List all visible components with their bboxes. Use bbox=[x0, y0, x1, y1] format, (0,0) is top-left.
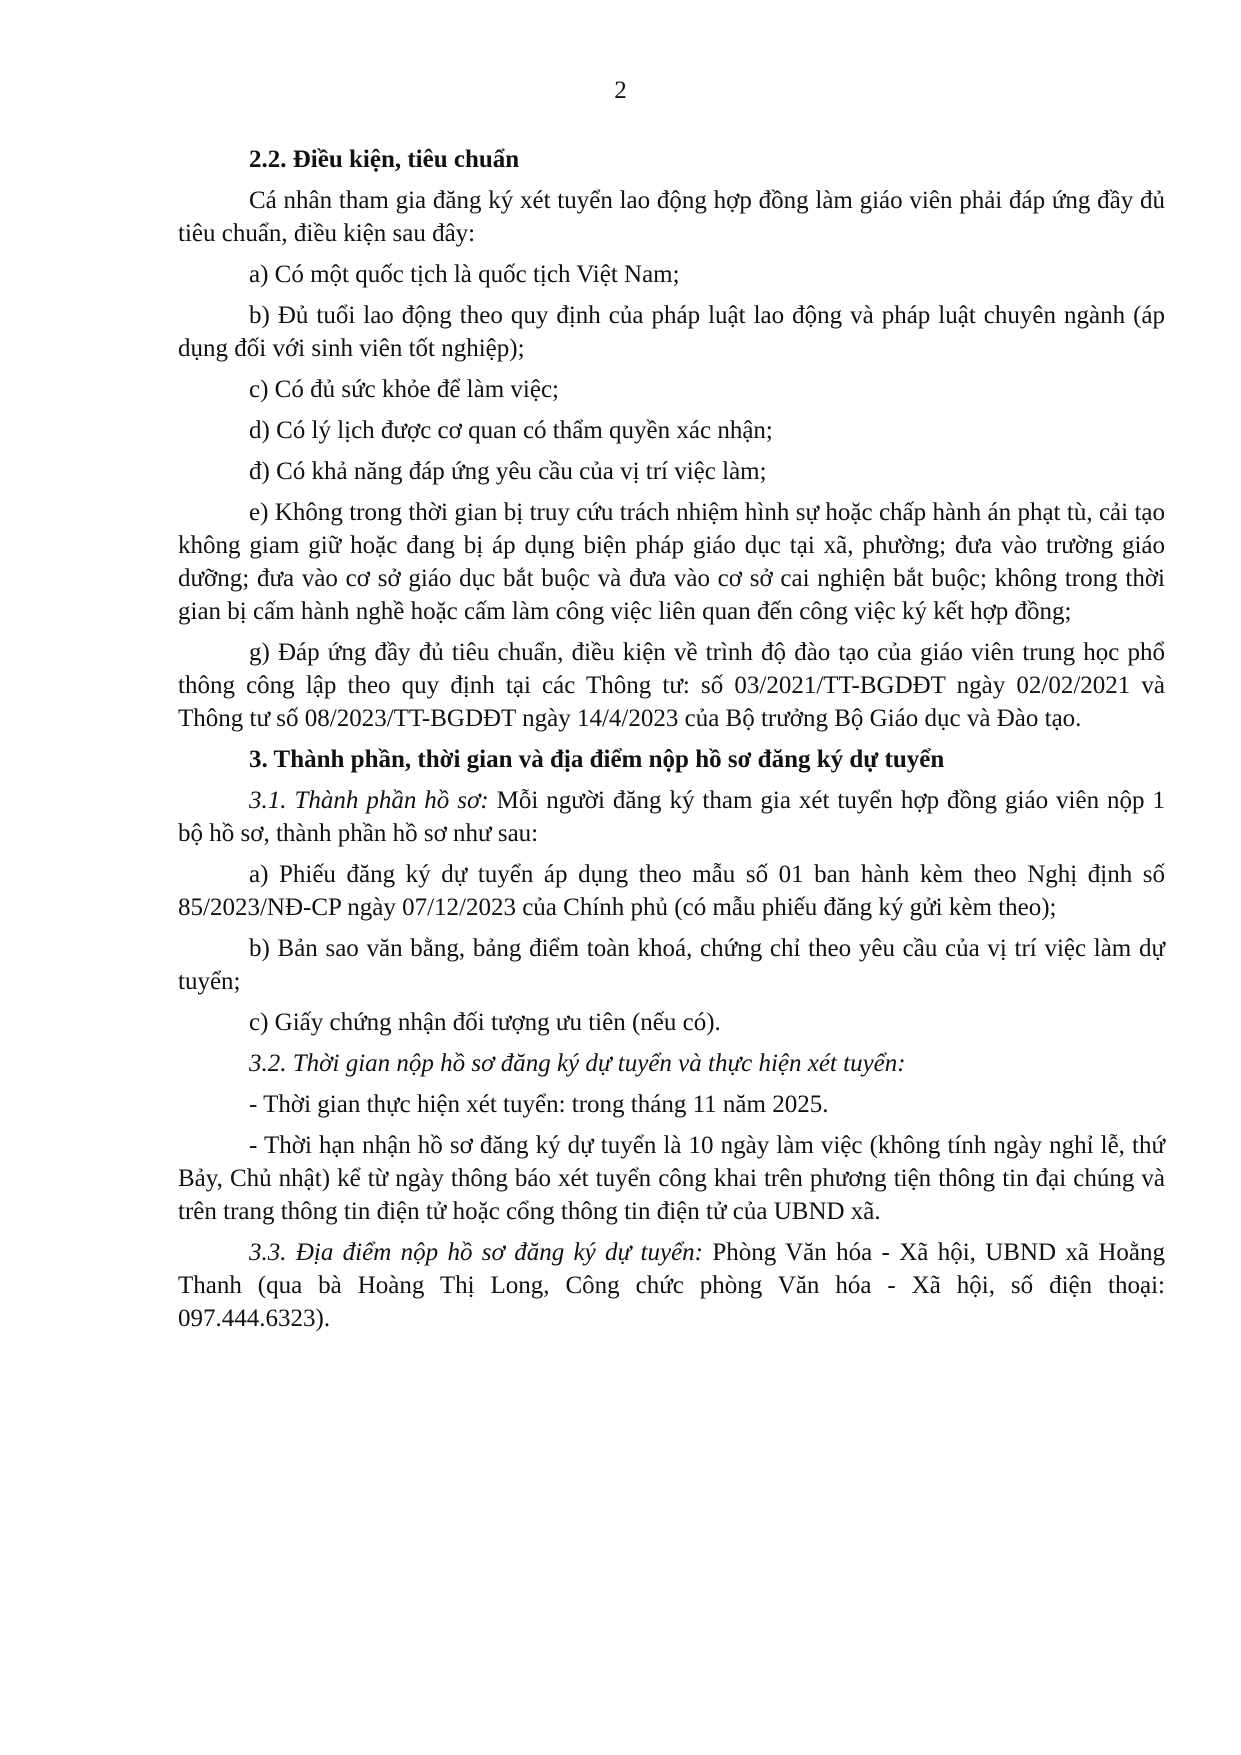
section-2-2-intro: Cá nhân tham gia đăng ký xét tuyển lao động hợp đồng làm giáo viên phải đáp ứng đầy đủ tiêu chuẩn, điều kiện sau đây: bbox=[178, 187, 1165, 247]
document-body bbox=[178, 143, 1165, 1343]
subsection-3-1-label: 3.1. Thành phần hồ sơ: bbox=[249, 787, 489, 814]
page-number: 2 bbox=[614, 77, 627, 104]
subsection-3-1 bbox=[178, 784, 1165, 850]
condition-item-a: a) Có một quốc tịch là quốc tịch Việt Nam; bbox=[249, 261, 680, 288]
condition-item-e: e) Không trong thời gian bị truy cứu trách nhiệm hình sự hoặc chấp hành án phạt tù, cải tạo không giam giữ hoặc đang bị áp dụng biện pháp giáo dục tại xã, phường; đưa vào trường giáo dưỡng; đưa vào cơ sở giáo dục bắt buộc và đưa vào cơ sở cai nghiện bắt buộc; không trong thời gian bị cấm hành nghề hoặc cấm làm công việc liên quan đến công việc ký kết hợp đồng; bbox=[178, 499, 1165, 625]
condition-item-g: g) Đáp ứng đầy đủ tiêu chuẩn, điều kiện về trình độ đào tạo của giáo viên trung học phổ thông công lập theo quy định tại các Thông tư: số 03/2021/TT-BGDĐT ngày 02/02/2021 và Thông tư số 08/2023/TT-BGDĐT ngày 14/4/2023 của Bộ trưởng Bộ Giáo dục và Đào tạo. bbox=[178, 639, 1165, 732]
dossier-item-c: c) Giấy chứng nhận đối tượng ưu tiên (nếu có). bbox=[249, 1009, 721, 1036]
dossier-item-b: b) Bản sao văn bằng, bảng điểm toàn khoá, chứng chỉ theo yêu cầu của vị trí việc làm dự tuyển; bbox=[178, 935, 1165, 995]
condition-item-c: c) Có đủ sức khỏe để làm việc; bbox=[249, 376, 559, 403]
condition-item-d: d) Có lý lịch được cơ quan có thẩm quyền xác nhận; bbox=[249, 417, 773, 444]
condition-item-b: b) Đủ tuổi lao động theo quy định của pháp luật lao động và pháp luật chuyên ngành (áp dụng đối với sinh viên tốt nghiệp); bbox=[178, 302, 1165, 362]
dossier-item-a: a) Phiếu đăng ký dự tuyển áp dụng theo mẫu số 01 ban hành kèm theo Nghị định số 85/2023/NĐ-CP ngày 07/12/2023 của Chính phủ (có mẫu phiếu đăng ký gửi kèm theo); bbox=[178, 861, 1165, 921]
timeline-item-2: - Thời hạn nhận hồ sơ đăng ký dự tuyển là 10 ngày làm việc (không tính ngày nghỉ lễ, thứ Bảy, Chủ nhật) kể từ ngày thông báo xét tuyển công khai trên phương tiện thông tin đại chúng và trên trang thông tin điện tử hoặc cổng thông tin điện tử của UBND xã. bbox=[178, 1132, 1165, 1225]
condition-item-dd: đ) Có khả năng đáp ứng yêu cầu của vị trí việc làm; bbox=[249, 458, 767, 485]
section-2-2-heading: 2.2. Điều kiện, tiêu chuẩn bbox=[249, 146, 520, 173]
subsection-3-3-text: Phòng Văn hóa - Xã hội, UBND xã Hoằng Thanh (qua bà Hoàng Thị Long, Công chức phòng Văn hóa - Xã hội, số điện thoại: 097.444.6323). bbox=[178, 1239, 1165, 1332]
section-3-heading: 3. Thành phần, thời gian và địa điểm nộp hồ sơ đăng ký dự tuyển bbox=[249, 746, 945, 773]
timeline-item-1: - Thời gian thực hiện xét tuyển: trong tháng 11 năm 2025. bbox=[249, 1091, 829, 1118]
subsection-3-1-text: Mỗi người đăng ký tham gia xét tuyển hợp đồng giáo viên nộp 1 bộ hồ sơ, thành phần hồ sơ như sau: bbox=[178, 787, 1165, 847]
subsection-3-3-label: 3.3. Địa điểm nộp hồ sơ đăng ký dự tuyển: bbox=[249, 1239, 703, 1266]
subsection-3-2-label: 3.2. Thời gian nộp hồ sơ đăng ký dự tuyển và thực hiện xét tuyển: bbox=[249, 1050, 906, 1077]
subsection-3-3 bbox=[178, 1236, 1165, 1335]
